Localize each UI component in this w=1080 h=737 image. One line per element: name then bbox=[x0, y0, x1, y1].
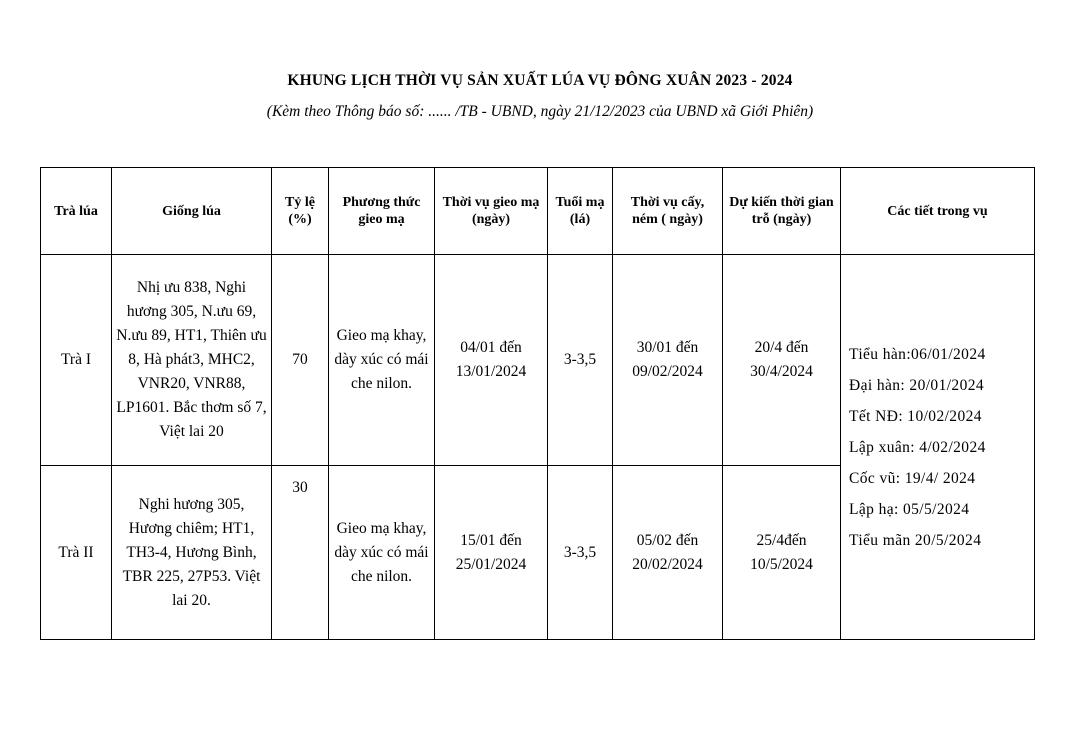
header-cac-tiet: Các tiết trong vụ bbox=[841, 168, 1035, 255]
event-item: Đại hàn: 20/01/2024 bbox=[849, 376, 985, 394]
table-header-row bbox=[41, 168, 1035, 255]
cell-tro: 20/4 đến 30/4/2024 bbox=[723, 255, 841, 466]
cell-gieo-ma: 04/01 đến 13/01/2024 bbox=[435, 255, 548, 466]
cell-giong: Nhị ưu 838, Nghi hương 305, N.ưu 69, N.ưu 89, HT1, Thiên ưu 8, Hà phát3, MHC2, VNR20, VNR88, LP1601. Bắc thơm số 7, Việt lai 20 bbox=[112, 255, 272, 466]
cell-phuong-thuc: Gieo mạ khay, dày xúc có mái che nilon. bbox=[329, 466, 435, 640]
header-tra-lua: Trà lúa bbox=[41, 168, 112, 255]
cell-cay-nem: 05/02 đến 20/02/2024 bbox=[613, 466, 723, 640]
cell-tuoi-ma: 3-3,5 bbox=[548, 255, 613, 466]
crop-calendar-table bbox=[40, 167, 1035, 640]
document-title: KHUNG LỊCH THỜI VỤ SẢN XUẤT LÚA VỤ ĐÔNG XUÂN 2023 - 2024 bbox=[287, 72, 793, 89]
table-row bbox=[41, 255, 1035, 466]
header-ty-le: Tỷ lệ (%) bbox=[272, 168, 329, 255]
cell-tuoi-ma: 3-3,5 bbox=[548, 466, 613, 640]
cell-gieo-ma: 15/01 đến 25/01/2024 bbox=[435, 466, 548, 640]
event-item: Cốc vũ: 19/4/ 2024 bbox=[849, 469, 976, 487]
header-phuong-thuc: Phương thức gieo mạ bbox=[329, 168, 435, 255]
event-item: Lập xuân: 4/02/2024 bbox=[849, 438, 986, 456]
cell-cay-nem: 30/01 đến 09/02/2024 bbox=[613, 255, 723, 466]
event-item: Tiểu mãn 20/5/2024 bbox=[849, 531, 982, 549]
cell-ty-le: 70 bbox=[272, 255, 329, 466]
header-giong-lua: Giống lúa bbox=[112, 168, 272, 255]
event-item: Tiểu hàn:06/01/2024 bbox=[849, 345, 986, 363]
cell-tra: Trà II bbox=[41, 466, 112, 640]
header-thoi-vu-gieo-ma: Thời vụ gieo mạ (ngày) bbox=[435, 168, 548, 255]
header-tuoi-ma: Tuổi mạ (lá) bbox=[548, 168, 613, 255]
cell-giong: Nghi hương 305, Hương chiêm; HT1, TH3-4, Hương Bình, TBR 225, 27P53. Việt lai 20. bbox=[112, 466, 272, 640]
document-subtitle: (Kèm theo Thông báo số: ...... /TB - UBND, ngày 21/12/2023 của UBND xã Giới Phiên) bbox=[266, 103, 814, 120]
header-du-kien-tro: Dự kiến thời gian trỗ (ngày) bbox=[723, 168, 841, 255]
cell-ty-le: 30 bbox=[272, 466, 329, 640]
cell-phuong-thuc: Gieo mạ khay, dày xúc có mái che nilon. bbox=[329, 255, 435, 466]
cell-tro: 25/4đến 10/5/2024 bbox=[723, 466, 841, 640]
event-item: Lập hạ: 05/5/2024 bbox=[849, 500, 970, 518]
events-cell bbox=[841, 255, 1035, 640]
event-item: Tết NĐ: 10/02/2024 bbox=[849, 407, 982, 425]
cell-tra: Trà I bbox=[41, 255, 112, 466]
header-thoi-vu-cay: Thời vụ cấy, ném ( ngày) bbox=[613, 168, 723, 255]
